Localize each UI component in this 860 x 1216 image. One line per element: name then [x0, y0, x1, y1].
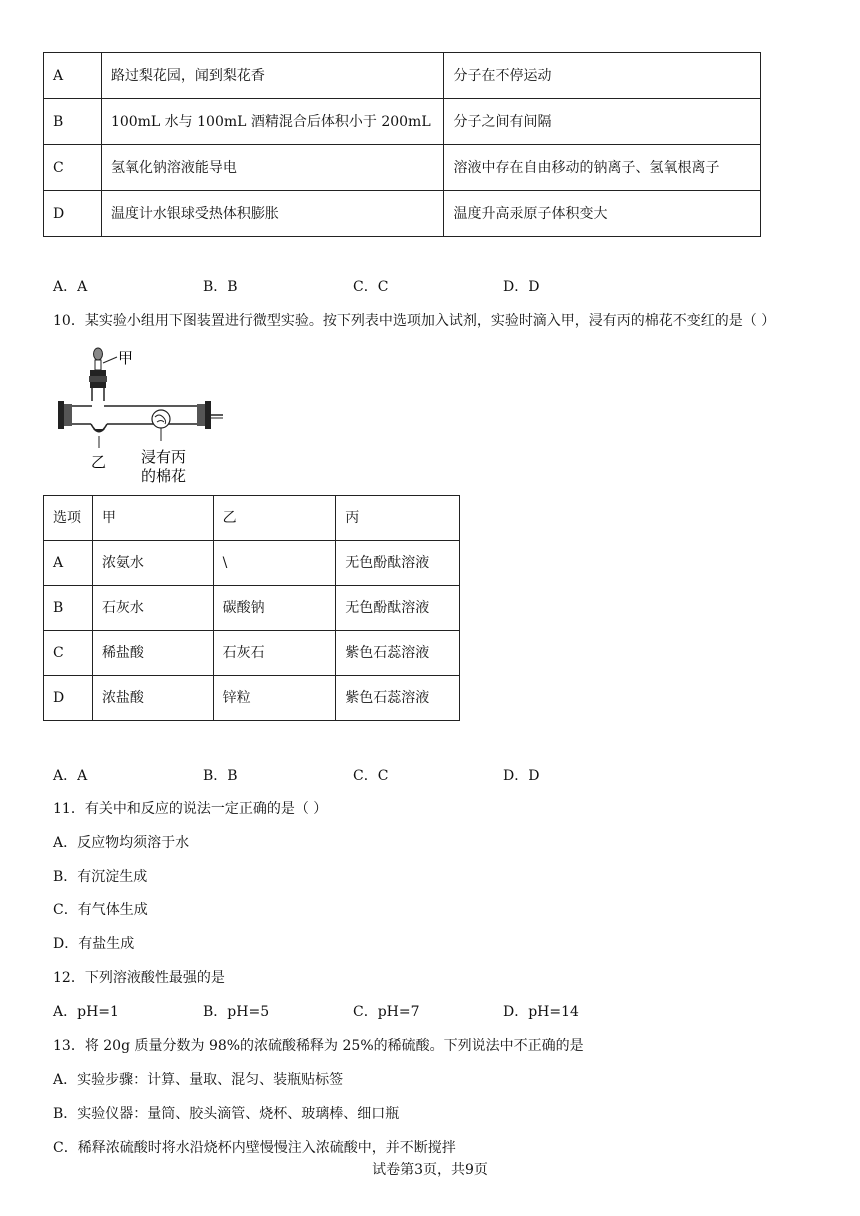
label-yi: 乙 — [91, 453, 107, 471]
table-cell: 浓盐酸 — [92, 676, 213, 721]
option-d[interactable]: D．D — [503, 279, 540, 295]
table-cell: B — [44, 586, 93, 631]
column-header: 选项 — [44, 496, 93, 541]
table-cell: 温度升高汞原子体积变大 — [444, 191, 761, 237]
table-cell: 锌粒 — [213, 676, 336, 721]
column-header: 乙 — [213, 496, 336, 541]
option-b[interactable]: B．B — [203, 768, 238, 784]
table-row — [44, 145, 761, 191]
option-a[interactable]: A．实验步骤：计算、量取、混匀、装瓶贴标签 — [53, 1072, 344, 1088]
label-bing-line2: 的棉花 — [141, 467, 187, 485]
table-cell: 无色酚酞溶液 — [336, 586, 460, 631]
option-a[interactable]: A．反应物均须溶于水 — [53, 835, 190, 851]
table-cell: 石灰石 — [213, 631, 336, 676]
column-header: 甲 — [92, 496, 213, 541]
table-cell: A — [44, 541, 93, 586]
table-cell: C — [44, 145, 102, 191]
option-d[interactable]: D．有盐生成 — [53, 936, 135, 952]
column-header: 丙 — [336, 496, 460, 541]
table-cell: 稀盐酸 — [92, 631, 213, 676]
option-c[interactable]: C．C — [353, 279, 389, 295]
table-cell: 紫色石蕊溶液 — [336, 631, 460, 676]
option-b[interactable]: B．B — [203, 279, 238, 295]
table-cell: A — [44, 53, 102, 99]
table-cell: D — [44, 676, 93, 721]
option-c[interactable]: C．有气体生成 — [53, 902, 148, 918]
table-row — [44, 53, 761, 99]
q10-table — [43, 495, 460, 721]
table-row — [44, 99, 761, 145]
question-11-stem: 11．有关中和反应的说法一定正确的是（ ） — [53, 801, 328, 817]
option-b[interactable]: B．实验仪器：量筒、胶头滴管、烧杯、玻璃棒、细口瓶 — [53, 1106, 400, 1122]
table-cell: 路过梨花园，闻到梨花香 — [101, 53, 444, 99]
option-b[interactable]: B．pH=5 — [203, 1004, 270, 1020]
table-cell: 分子之间有间隔 — [444, 99, 761, 145]
table-row — [44, 191, 761, 237]
table-row — [44, 676, 460, 721]
table-cell: 溶液中存在自由移动的钠离子、氢氧根离子 — [444, 145, 761, 191]
page-footer: 试卷第3页，共9页 — [372, 1162, 488, 1178]
option-a[interactable]: A．A — [53, 279, 88, 295]
q9-table — [43, 52, 761, 237]
table-cell: 分子在不停运动 — [444, 53, 761, 99]
label-bing-line1: 浸有丙 — [141, 448, 187, 466]
table-cell: B — [44, 99, 102, 145]
option-d[interactable]: D．pH=14 — [503, 1004, 579, 1020]
table-row — [44, 586, 460, 631]
option-a[interactable]: A．A — [53, 768, 88, 784]
table-cell: 石灰水 — [92, 586, 213, 631]
table-row — [44, 541, 460, 586]
table-cell: 无色酚酞溶液 — [336, 541, 460, 586]
table-cell: 浓氨水 — [92, 541, 213, 586]
table-cell: 温度计水银球受热体积膨胀 — [101, 191, 444, 237]
option-c[interactable]: C．C — [353, 768, 389, 784]
question-10-stem: 10．某实验小组用下图装置进行微型实验。按下列表中选项加入试剂，实验时滴入甲，浸有丙的棉花不变红的是（ ） — [53, 313, 776, 329]
table-cell: 100mL 水与 100mL 酒精混合后体积小于 200mL — [101, 99, 444, 145]
question-12-stem: 12．下列溶液酸性最强的是 — [53, 970, 225, 986]
table-cell: C — [44, 631, 93, 676]
question-13-stem: 13．将 20g 质量分数为 98%的浓硫酸稀释为 25%的稀硫酸。下列说法中不正确的是 — [53, 1038, 584, 1054]
option-d[interactable]: D．D — [503, 768, 540, 784]
option-c[interactable]: C．稀释浓硫酸时将水沿烧杯内壁慢慢注入浓硫酸中，并不断搅拌 — [53, 1140, 456, 1156]
experiment-apparatus-diagram — [55, 343, 235, 488]
table-cell: D — [44, 191, 102, 237]
option-c[interactable]: C．pH=7 — [353, 1004, 420, 1020]
label-jia: 甲 — [118, 349, 134, 367]
option-b[interactable]: B．有沉淀生成 — [53, 869, 148, 885]
table-cell: 紫色石蕊溶液 — [336, 676, 460, 721]
table-cell: 碳酸钠 — [213, 586, 336, 631]
table-cell: \ — [213, 541, 336, 586]
table-cell: 氢氧化钠溶液能导电 — [101, 145, 444, 191]
option-a[interactable]: A．pH=1 — [53, 1004, 119, 1020]
table-header-row — [44, 496, 460, 541]
table-row — [44, 631, 460, 676]
